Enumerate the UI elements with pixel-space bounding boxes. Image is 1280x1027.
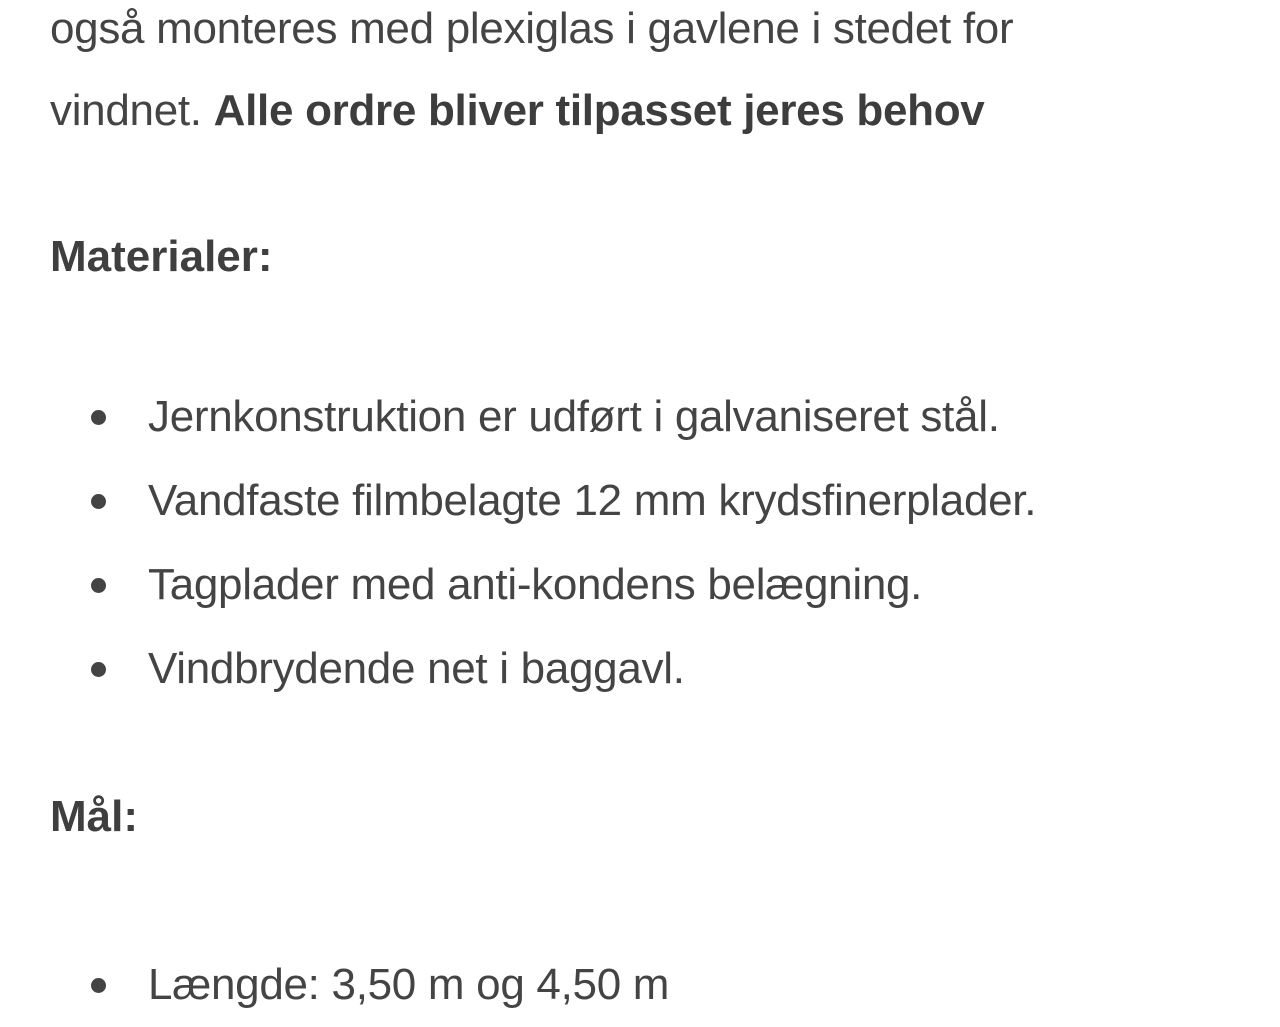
list-item	[50, 627, 1250, 711]
intro-line-1: også monteres med plexiglas i gavlene i stedet for	[50, 4, 1014, 53]
materials-heading: Materialer:	[50, 232, 273, 281]
bullet-icon	[91, 662, 106, 677]
list-item-text: Vandfaste filmbelagte 12 mm krydsfinerplader.	[148, 476, 1037, 525]
list-item	[50, 375, 1250, 459]
list-item	[50, 543, 1250, 627]
intro-paragraph	[50, 0, 1250, 152]
list-item-text: Tagplader med anti-kondens belægning.	[148, 560, 923, 609]
intro-emphasis: Alle ordre bliver tilpasset jeres behov	[213, 86, 985, 135]
article-content	[50, 0, 1250, 1027]
list-item-text: Jernkonstruktion er udført i galvaniseret stål.	[148, 392, 1000, 441]
list-item-text: Vindbrydende net i baggavl.	[148, 644, 685, 693]
list-item	[50, 943, 1250, 1027]
bullet-icon	[91, 978, 106, 993]
dimensions-heading: Mål:	[50, 792, 138, 841]
materials-list	[50, 375, 1250, 711]
list-item	[50, 459, 1250, 543]
dimensions-list	[50, 943, 1250, 1027]
bullet-icon	[91, 410, 106, 425]
bullet-icon	[91, 494, 106, 509]
list-item-text: Længde: 3,50 m og 4,50 m	[148, 960, 670, 1009]
intro-line-2-text: vindnet.	[50, 86, 202, 135]
bullet-icon	[91, 578, 106, 593]
